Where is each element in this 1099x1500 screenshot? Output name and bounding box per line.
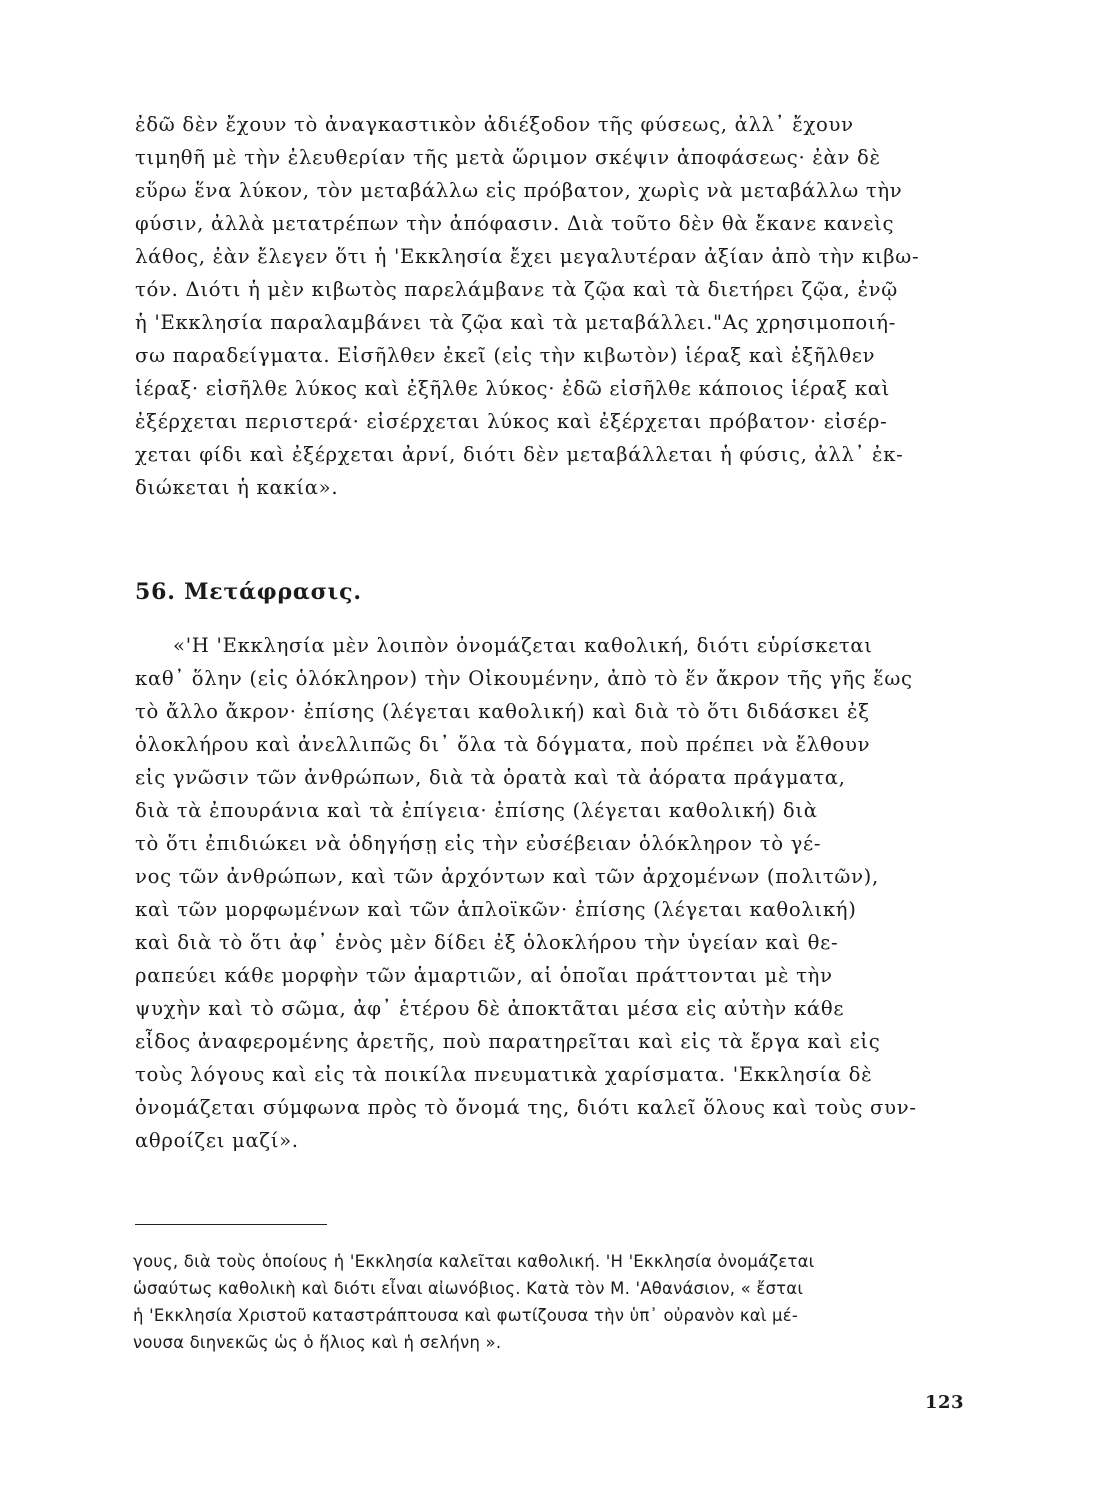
- text-line: τὸ ἄλλο ἄκρον· ἐπίσης (λέγεται καθολική) καὶ διὰ τὸ ὅτι διδάσκει ἐξ: [135, 700, 870, 723]
- text-line: σω παραδείγματα. Εἰσῆλθεν ἐκεῖ (εἰς τὴν κιβωτὸν) ἱέραξ καὶ ἐξῆλθεν: [135, 344, 876, 367]
- text-line: ἐξέρχεται περιστερά· εἰσέρχεται λύκος καὶ ἐξέρχεται πρόβατον· εἰσέρ-: [135, 410, 888, 433]
- text-line: τόν. Διότι ἡ μὲν κιβωτὸς παρελάμβανε τὰ ζῷα καὶ τὰ διετήρει ζῷα, ἐνῷ: [135, 278, 898, 301]
- text-line: καὶ διὰ τὸ ὅτι ἀφ᾽ ἑνὸς μὲν δίδει ἐξ ὁλοκλήρου τὴν ὑγείαν καὶ θε-: [135, 931, 839, 954]
- text-line: τὸ ὅτι ἐπιδιώκει νὰ ὁδηγήσῃ εἰς τὴν εὐσέβειαν ὁλόκληρον τὸ γέ-: [135, 832, 822, 855]
- text-line: εὕρω ἕνα λύκον, τὸν μεταβάλλω εἰς πρόβατον, χωρὶς νὰ μεταβάλλω τὴν: [135, 179, 903, 202]
- footnote-line: γους, διὰ τοὺς ὁποίους ἡ 'Εκκλησία καλεῖται καθολική. 'Η 'Εκκλησία ὀνομάζεται: [133, 1252, 815, 1271]
- text-line: εἶδος ἀναφερομένης ἀρετῆς, ποὺ παρατηρεῖται καὶ εἰς τὰ ἔργα καὶ εἰς: [135, 1030, 881, 1053]
- footnote-line: ὡσαύτως καθολικὴ καὶ διότι εἶναι αἰωνόβιος. Κατὰ τὸν Μ. 'Αθανάσιον, « ἔσται: [133, 1279, 804, 1298]
- translation-paragraph: [135, 629, 980, 1157]
- footnote-line: νουσα διηνεκῶς ὡς ὁ ἥλιος καὶ ἡ σελήνη ».: [133, 1333, 502, 1352]
- text-line: χεται φίδι καὶ ἐξέρχεται ἀρνί, διότι δὲν μεταβάλλεται ἡ φύσις, ἀλλ᾽ ἐκ-: [135, 443, 904, 466]
- section-heading: 56. Μετάφρασις.: [135, 579, 362, 605]
- paragraph-continued: [135, 108, 980, 504]
- text-line: ψυχὴν καὶ τὸ σῶμα, ἀφ᾽ ἑτέρου δὲ ἀποκτᾶται μέσα εἰς αὐτὴν κάθε: [135, 997, 845, 1020]
- footnote-line: ἡ 'Εκκλησία Χριστοῦ καταστράπτουσα καὶ φωτίζουσα τὴν ὑπ᾽ οὐρανὸν καὶ μέ-: [133, 1306, 799, 1325]
- text-line: «'Η 'Εκκλησία μὲν λοιπὸν ὀνομάζεται καθολική, διότι εὑρίσκεται: [173, 634, 873, 657]
- text-line: ραπεύει κάθε μορφὴν τῶν ἁμαρτιῶν, αἱ ὁποῖαι πράττονται μὲ τὴν: [135, 964, 833, 987]
- text-line: καθ᾽ ὅλην (εἰς ὁλόκληρον) τὴν Οἰκουμένην, ἀπὸ τὸ ἕν ἄκρον τῆς γῆς ἕως: [135, 667, 913, 690]
- page-number: 123: [925, 1392, 965, 1413]
- footnote: [133, 1248, 981, 1356]
- text-line: τοὺς λόγους καὶ εἰς τὰ ποικίλα πνευματικὰ χαρίσματα. 'Εκκλησία δὲ: [135, 1063, 873, 1086]
- text-line: εἰς γνῶσιν τῶν ἀνθρώπων, διὰ τὰ ὁρατὰ καὶ τὰ ἀόρατα πράγματα,: [135, 766, 846, 789]
- text-line: αθροίζει μαζί».: [135, 1129, 299, 1152]
- text-line: λάθος, ἐὰν ἔλεγεν ὅτι ἡ 'Εκκλησία ἔχει μεγαλυτέραν ἀξίαν ἀπὸ τὴν κιβω-: [135, 245, 920, 268]
- text-line: διώκεται ἡ κακία».: [135, 476, 339, 499]
- text-line: διὰ τὰ ἐπουράνια καὶ τὰ ἐπίγεια· ἐπίσης (λέγεται καθολική) διὰ: [135, 799, 818, 822]
- text-line: ὁλοκλήρου καὶ ἀνελλιπῶς δι᾽ ὅλα τὰ δόγματα, ποὺ πρέπει νὰ ἔλθουν: [135, 733, 871, 756]
- text-line: ἱέραξ· εἰσῆλθε λύκος καὶ ἐξῆλθε λύκος· ἐδῶ εἰσῆλθε κάποιος ἱέραξ καὶ: [135, 377, 891, 400]
- text-line: ἡ 'Εκκλησία παραλαμβάνει τὰ ζῷα καὶ τὰ μεταβάλλει."Ας χρησιμοποιή-: [135, 311, 897, 334]
- footnote-divider: [135, 1224, 327, 1225]
- text-line: ὀνομάζεται σύμφωνα πρὸς τὸ ὄνομά της, διότι καλεῖ ὅλους καὶ τοὺς συν-: [135, 1096, 917, 1119]
- text-line: καὶ τῶν μορφωμένων καὶ τῶν ἁπλοϊκῶν· ἐπίσης (λέγεται καθολική): [135, 898, 857, 921]
- text-line: ἐδῶ δὲν ἔχουν τὸ ἀναγκαστικὸν ἀδιέξοδον τῆς φύσεως, ἀλλ᾽ ἔχουν: [135, 113, 854, 136]
- text-line: νος τῶν ἀνθρώπων, καὶ τῶν ἀρχόντων καὶ τῶν ἀρχομένων (πολιτῶν),: [135, 865, 879, 888]
- text-line: φύσιν, ἀλλὰ μετατρέπων τὴν ἀπόφασιν. Διὰ τοῦτο δὲν θὰ ἔκανε κανεὶς: [135, 212, 895, 235]
- text-line: τιμηθῆ μὲ τὴν ἐλευθερίαν τῆς μετὰ ὥριμον σκέψιν ἀποφάσεως· ἐὰν δὲ: [135, 146, 881, 169]
